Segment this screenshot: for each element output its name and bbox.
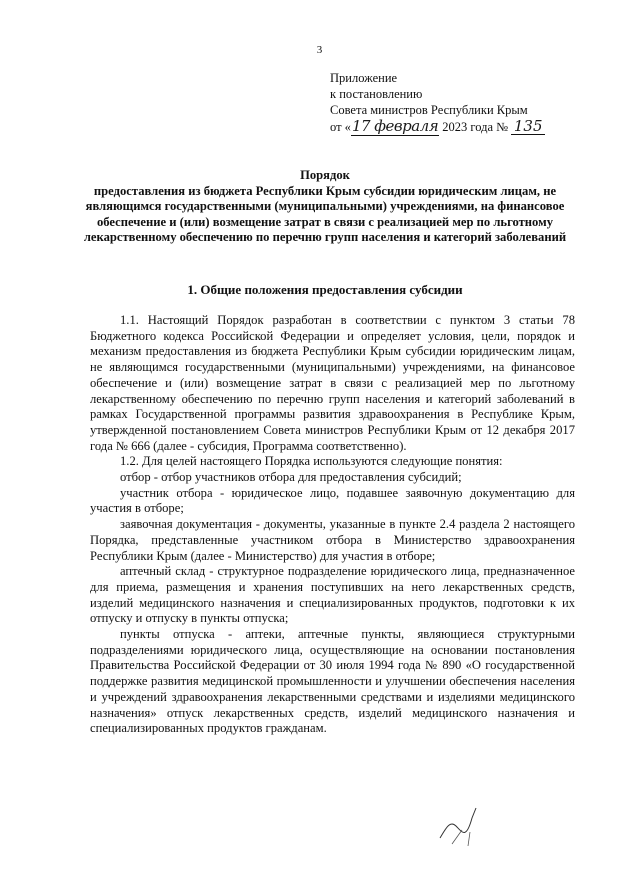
definition-application: заявочная документация - документы, указанные в пункте 2.4 раздела 2 настоящего Порядка, представленные участником отбора в Министерство здравоохранения Республики Крым (далее - Министерство) для участия в отборе; (90, 517, 575, 563)
document-title (70, 168, 580, 246)
appendix-date-line (330, 118, 545, 135)
signature-mark (432, 800, 488, 850)
handwritten-date: 17 февраля (351, 117, 439, 135)
date-year: 2023 года № (442, 120, 509, 134)
definition-warehouse: аптечный склад - структурное подразделение юридического лица, предназначенное для приема, размещения и хранения поступивших на него лекарственных средств, изделий медицинского назначения и специализированных продуктов, подготовки к их отпуску и отпуску в пункты отпуска; (90, 564, 575, 626)
appendix-line-3: Совета министров Республики Крым (330, 103, 528, 117)
appendix-block (330, 70, 545, 135)
title-subtitle: предоставления из бюджета Республики Крым субсидии юридическим лицам, не являющимся государственными (муниципальными) учреждениями, на финансовое обеспечение и (или) возмещение затрат в связи с реализацией мер по льготному лекарственному обеспечению по перечню групп населения и категорий заболеваний (83, 183, 567, 245)
section-heading: 1. Общие положения предоставления субсидии (187, 282, 463, 297)
date-prefix: от « (330, 120, 351, 134)
definition-dispensing-points: пункты отпуска - аптеки, аптечные пункты, являющиеся структурными подразделениями юридического лица, осуществляющие на основании постановления Правительства Российской Федерации от 30 июля 1994 года № 890 «О государственной поддержке развития медицинской промышленности и улучшении обеспечения населения и учреждений здравоохранения лекарственными средствами и изделиями медицинского назначения» отпуск лекарственных средств, изделий медицинского назначения и специализированных продуктов гражданам. (90, 627, 575, 736)
definition-participant: участник отбора - юридическое лицо, подавшее заявочную документацию для участия в отборе; (90, 485, 575, 516)
handwritten-number: 135 (511, 118, 545, 135)
document-body (90, 313, 575, 737)
paragraph-1-2: 1.2. Для целей настоящего Порядка используются следующие понятия: (120, 454, 503, 469)
definition-selection: отбор - отбор участников отбора для предоставления субсидий; (120, 470, 462, 485)
title-heading: Порядок (300, 168, 350, 182)
appendix-line-2: к постановлению (330, 87, 423, 101)
page-number: 3 (316, 44, 323, 56)
appendix-line-1: Приложение (330, 71, 398, 85)
paragraph-1-1: 1.1. Настоящий Порядок разработан в соответствии с пунктом 3 статьи 78 Бюджетного кодекса Российской Федерации и определяет условия, цели, порядок и механизм предоставления из бюджета Республики Крым субсидии юридическим лицам, не являющимся государственными (муниципальными) учреждениями, на финансовое обеспечение и (или) возмещение затрат в связи с реализацией мер по льготному лекарственному обеспечению по перечню групп населения и категорий заболеваний в рамках Государственной программы развития здравоохранения в Республике Крым, утвержденной постановлением Совета министров Республики Крым от 12 декабря 2017 года № 666 (далее - субсидия, Программа соответственно). (90, 313, 575, 453)
